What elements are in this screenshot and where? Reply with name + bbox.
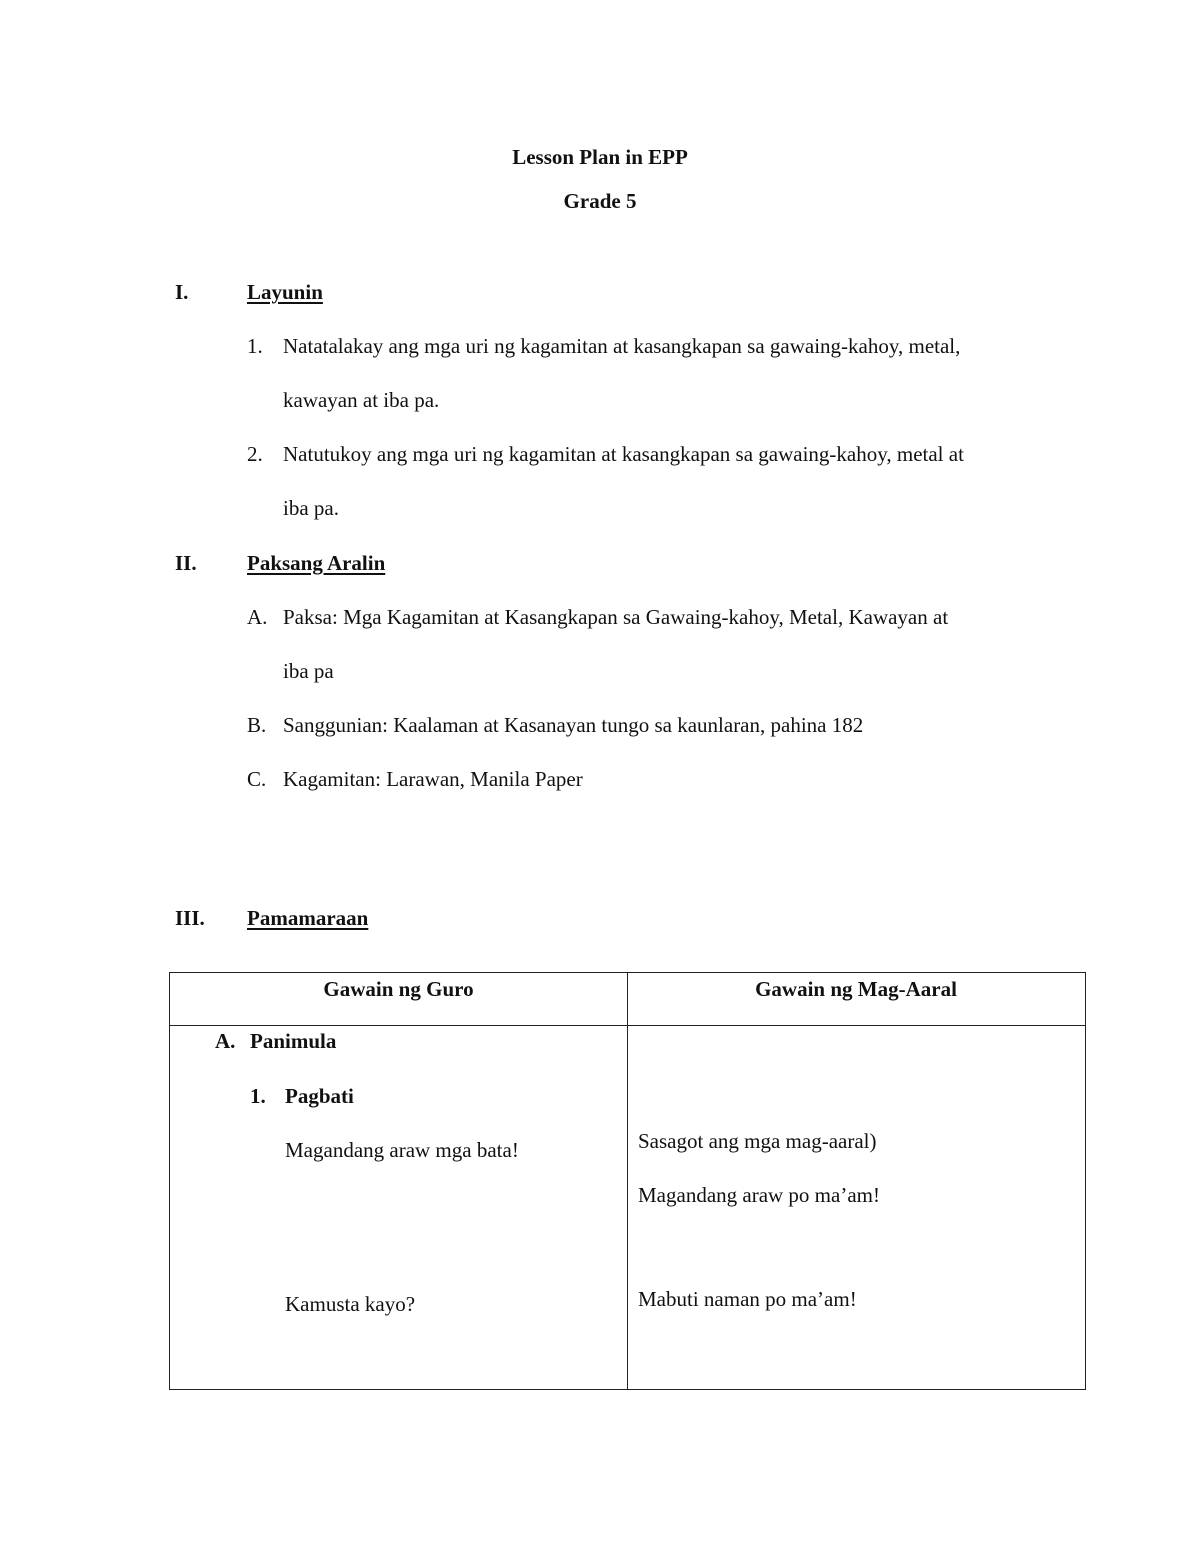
page-title: Lesson Plan in EPP: [512, 145, 688, 169]
teacher-line: Magandang araw mga bata!: [285, 1138, 519, 1162]
column-header-guro: Gawain ng Guro: [323, 977, 474, 1001]
student-line: Mabuti naman po ma’am!: [638, 1287, 857, 1311]
objective-text-continued: iba pa.: [283, 496, 339, 520]
section-heading-paksang-aralin: Paksang Aralin: [247, 551, 386, 575]
step-sub-label: Pagbati: [285, 1084, 354, 1108]
objective-text: Natutukoy ang mga uri ng kagamitan at kasangkapan sa gawaing-kahoy, metal at: [283, 442, 964, 466]
table-column-divider: [627, 973, 628, 1389]
materials-marker: C.: [247, 767, 267, 791]
column-header-mag-aaral: Gawain ng Mag-Aaral: [755, 977, 957, 1001]
section-numeral-3: III.: [175, 906, 205, 930]
section-numeral-2: II.: [175, 551, 197, 575]
reference-text: Sanggunian: Kaalaman at Kasanayan tungo sa kaunlaran, pahina 182: [283, 713, 864, 737]
materials-text: Kagamitan: Larawan, Manila Paper: [283, 767, 583, 791]
topic-text: Paksa: Mga Kagamitan at Kasangkapan sa Gawaing-kahoy, Metal, Kawayan at: [283, 605, 949, 629]
topic-text-continued: iba pa: [283, 659, 334, 683]
student-line: Magandang araw po ma’am!: [638, 1183, 880, 1207]
section-numeral-1: I.: [175, 280, 189, 304]
objective-text-continued: kawayan at iba pa.: [283, 388, 440, 412]
objective-marker: 2.: [247, 442, 263, 466]
topic-marker: A.: [247, 605, 268, 629]
student-line: Sasagot ang mga mag-aaral): [638, 1129, 877, 1153]
reference-marker: B.: [247, 713, 267, 737]
objective-text: Natatalakay ang mga uri ng kagamitan at kasangkapan sa gawaing-kahoy, metal,: [283, 334, 961, 358]
step-section-marker: A.: [215, 1029, 236, 1053]
section-heading-pamamaraan: Pamamaraan: [247, 906, 369, 930]
section-heading-layunin: Layunin: [247, 280, 323, 304]
objective-marker: 1.: [247, 334, 263, 358]
step-sub-marker: 1.: [250, 1084, 266, 1108]
step-section-label: Panimula: [250, 1029, 337, 1053]
table-header-divider: [170, 1025, 1085, 1026]
teacher-line: Kamusta kayo?: [285, 1292, 416, 1316]
procedure-table: [169, 972, 1086, 1390]
page-subtitle-grade: Grade 5: [563, 189, 637, 213]
